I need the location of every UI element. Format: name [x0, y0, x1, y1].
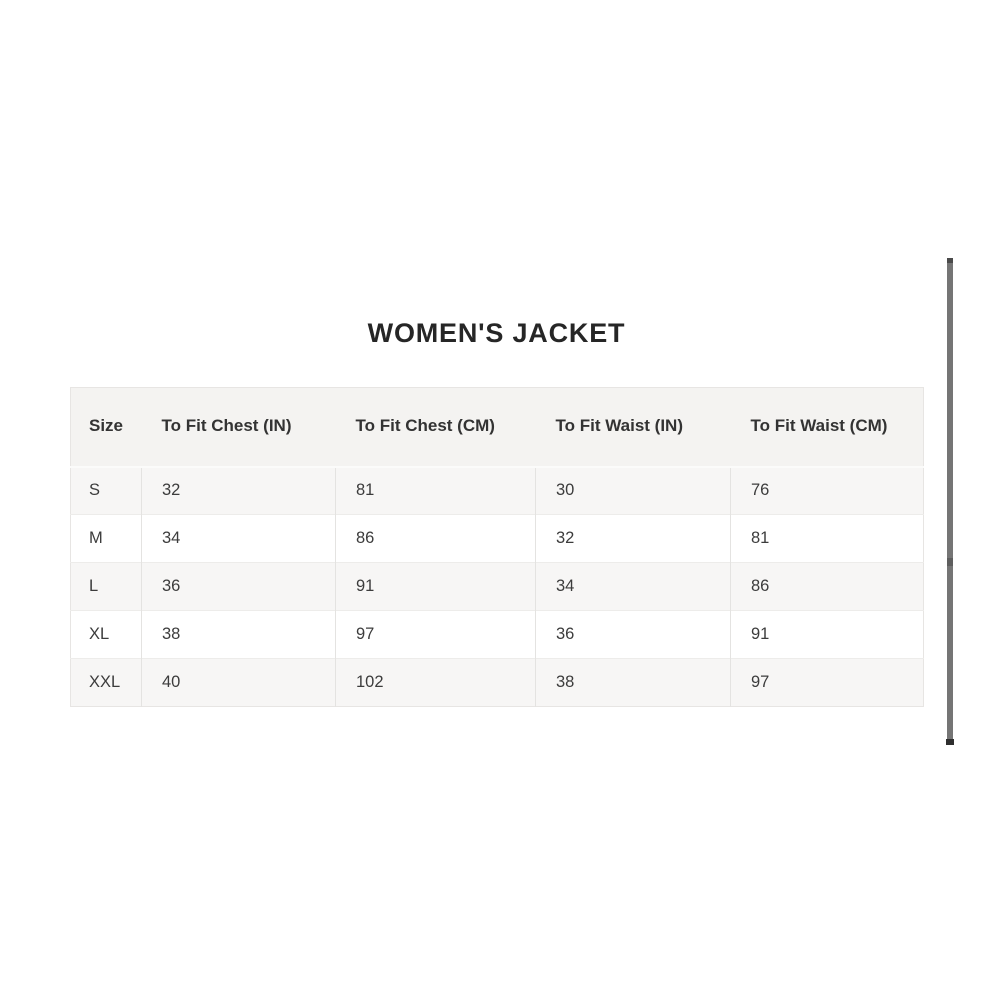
scrollbar-top-cap	[947, 258, 953, 263]
chest-in-cell: 32	[142, 467, 336, 515]
column-header-chest-in: To Fit Chest (IN)	[142, 388, 336, 467]
waist-in-cell: 34	[536, 563, 731, 611]
chest-cm-cell: 102	[336, 659, 536, 707]
table-row	[71, 467, 924, 515]
column-header-size: Size	[71, 388, 142, 467]
header-row	[71, 388, 924, 467]
column-header-waist-cm: To Fit Waist (CM)	[731, 388, 924, 467]
size-cell: XL	[71, 611, 142, 659]
scrollbar-bottom-cap	[946, 739, 954, 745]
size-cell: S	[71, 467, 142, 515]
chest-cm-cell: 91	[336, 563, 536, 611]
size-chart-table	[70, 387, 924, 707]
waist-cm-cell: 81	[731, 515, 924, 563]
table-row	[71, 563, 924, 611]
chest-cm-cell: 86	[336, 515, 536, 563]
table-row	[71, 611, 924, 659]
size-cell: XXL	[71, 659, 142, 707]
page-title: WOMEN'S JACKET	[367, 318, 626, 348]
size-cell: L	[71, 563, 142, 611]
column-header-waist-in: To Fit Waist (IN)	[536, 388, 731, 467]
chest-in-cell: 38	[142, 611, 336, 659]
waist-in-cell: 30	[536, 467, 731, 515]
chest-cm-cell: 97	[336, 611, 536, 659]
waist-cm-cell: 86	[731, 563, 924, 611]
scrollbar-notch	[947, 558, 953, 566]
waist-in-cell: 32	[536, 515, 731, 563]
vertical-scrollbar[interactable]	[947, 258, 953, 745]
waist-in-cell: 36	[536, 611, 731, 659]
size-cell: M	[71, 515, 142, 563]
table-row	[71, 659, 924, 707]
chest-in-cell: 34	[142, 515, 336, 563]
column-header-chest-cm: To Fit Chest (CM)	[336, 388, 536, 467]
waist-cm-cell: 97	[731, 659, 924, 707]
table-row	[71, 515, 924, 563]
waist-in-cell: 38	[536, 659, 731, 707]
chest-in-cell: 40	[142, 659, 336, 707]
waist-cm-cell: 91	[731, 611, 924, 659]
chest-in-cell: 36	[142, 563, 336, 611]
chest-cm-cell: 81	[336, 467, 536, 515]
waist-cm-cell: 76	[731, 467, 924, 515]
